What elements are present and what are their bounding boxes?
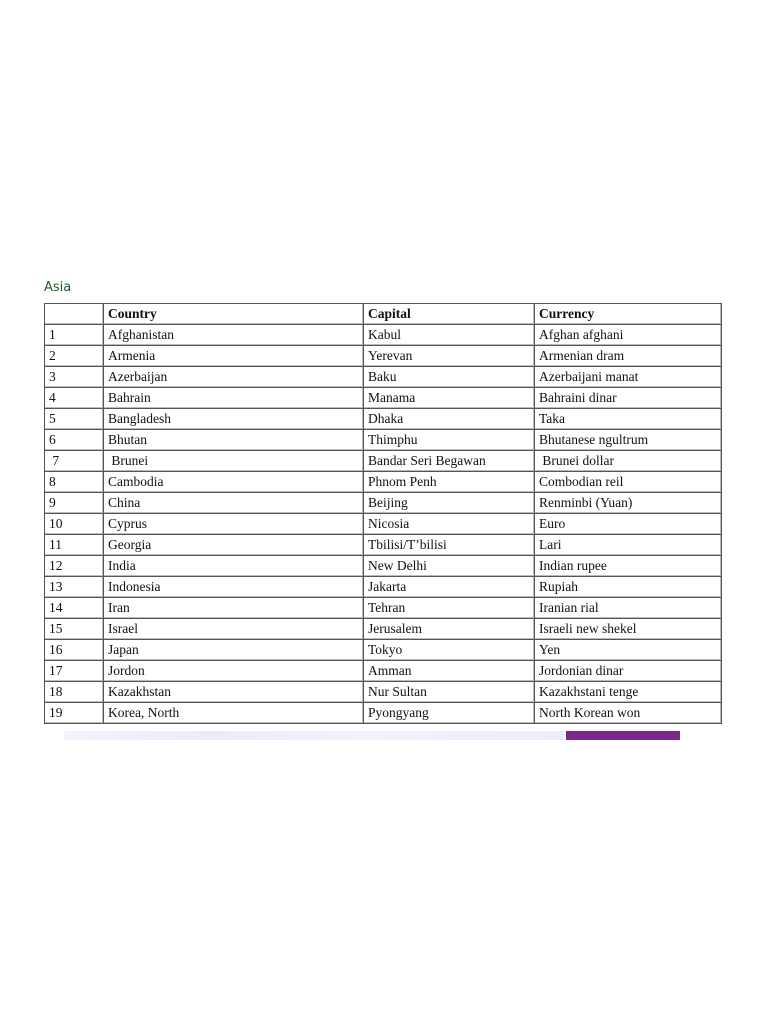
cell-currency: Lari (535, 535, 722, 556)
cell-currency: Armenian dram (535, 346, 722, 367)
cell-currency: Jordonian dinar (535, 661, 722, 682)
table-row (44, 493, 722, 514)
cell-number: 12 (44, 556, 104, 577)
cell-capital: Tehran (364, 598, 535, 619)
table-header-row (44, 303, 722, 325)
cell-number: 10 (44, 514, 104, 535)
table-row (44, 346, 722, 367)
cell-country: Bangladesh (104, 409, 364, 430)
cell-number: 3 (44, 367, 104, 388)
header-country: Country (104, 303, 364, 325)
cell-currency: Israeli new shekel (535, 619, 722, 640)
cell-number: 1 (44, 325, 104, 346)
cell-country: Japan (104, 640, 364, 661)
header-number (44, 303, 104, 325)
cell-country: Cyprus (104, 514, 364, 535)
cell-capital: Nicosia (364, 514, 535, 535)
cell-capital: Yerevan (364, 346, 535, 367)
table-body (44, 325, 722, 724)
cell-country: Bhutan (104, 430, 364, 451)
cell-country: China (104, 493, 364, 514)
cell-capital: Tbilisi/T’bilisi (364, 535, 535, 556)
cell-capital: Jerusalem (364, 619, 535, 640)
cell-capital: Phnom Penh (364, 472, 535, 493)
cell-country: Brunei (104, 451, 364, 472)
cell-number: 5 (44, 409, 104, 430)
table-row (44, 640, 722, 661)
cell-currency: Kazakhstani tenge (535, 682, 722, 703)
section-title: Asia (44, 280, 72, 295)
cell-number: 4 (44, 388, 104, 409)
table-row (44, 682, 722, 703)
cell-number: 8 (44, 472, 104, 493)
cell-currency: Bhutanese ngultrum (535, 430, 722, 451)
cell-capital: Baku (364, 367, 535, 388)
table-row (44, 661, 722, 682)
header-capital: Capital (364, 303, 535, 325)
table-row (44, 598, 722, 619)
cell-capital: Jakarta (364, 577, 535, 598)
cell-number: 19 (44, 703, 104, 724)
cell-number: 11 (44, 535, 104, 556)
table-row (44, 514, 722, 535)
cell-capital: Dhaka (364, 409, 535, 430)
cell-currency: Taka (535, 409, 722, 430)
countries-table-container (44, 303, 722, 724)
cell-number: 6 (44, 430, 104, 451)
cell-currency: Afghan afghani (535, 325, 722, 346)
cell-currency: North Korean won (535, 703, 722, 724)
countries-table (44, 303, 722, 724)
cell-country: Israel (104, 619, 364, 640)
cell-capital: New Delhi (364, 556, 535, 577)
cell-number: 7 (44, 451, 104, 472)
table-row (44, 703, 722, 724)
cell-currency: Azerbaijani manat (535, 367, 722, 388)
table-row (44, 430, 722, 451)
cell-country: Cambodia (104, 472, 364, 493)
cell-capital: Tokyo (364, 640, 535, 661)
cell-country: India (104, 556, 364, 577)
cell-number: 13 (44, 577, 104, 598)
table-row (44, 577, 722, 598)
cell-capital: Pyongyang (364, 703, 535, 724)
cell-capital: Kabul (364, 325, 535, 346)
table-row (44, 472, 722, 493)
table-row (44, 535, 722, 556)
cell-currency: Brunei dollar (535, 451, 722, 472)
cell-number: 15 (44, 619, 104, 640)
cell-country: Indonesia (104, 577, 364, 598)
header-currency: Currency (535, 303, 722, 325)
cell-number: 9 (44, 493, 104, 514)
cell-capital: Manama (364, 388, 535, 409)
table-row (44, 451, 722, 472)
cell-currency: Rupiah (535, 577, 722, 598)
cell-capital: Thimphu (364, 430, 535, 451)
cell-country: Kazakhstan (104, 682, 364, 703)
cell-country: Azerbaijan (104, 367, 364, 388)
cell-country: Georgia (104, 535, 364, 556)
cell-capital: Amman (364, 661, 535, 682)
cell-currency: Yen (535, 640, 722, 661)
cell-country: Iran (104, 598, 364, 619)
cell-number: 17 (44, 661, 104, 682)
cropped-purple-bar (566, 731, 680, 740)
table-row (44, 619, 722, 640)
cell-country: Bahrain (104, 388, 364, 409)
cell-number: 14 (44, 598, 104, 619)
table-row (44, 367, 722, 388)
cell-currency: Bahraini dinar (535, 388, 722, 409)
cropped-content-strip (64, 731, 564, 740)
cell-currency: Indian rupee (535, 556, 722, 577)
cell-number: 18 (44, 682, 104, 703)
cell-capital: Bandar Seri Begawan (364, 451, 535, 472)
cell-capital: Beijing (364, 493, 535, 514)
cell-capital: Nur Sultan (364, 682, 535, 703)
cell-currency: Renminbi (Yuan) (535, 493, 722, 514)
table-row (44, 325, 722, 346)
cell-country: Korea, North (104, 703, 364, 724)
cell-currency: Euro (535, 514, 722, 535)
cell-country: Armenia (104, 346, 364, 367)
cell-currency: Iranian rial (535, 598, 722, 619)
table-row (44, 556, 722, 577)
cell-number: 16 (44, 640, 104, 661)
cell-country: Afghanistan (104, 325, 364, 346)
cell-currency: Combodian reil (535, 472, 722, 493)
cell-country: Jordon (104, 661, 364, 682)
table-row (44, 388, 722, 409)
table-row (44, 409, 722, 430)
cell-number: 2 (44, 346, 104, 367)
